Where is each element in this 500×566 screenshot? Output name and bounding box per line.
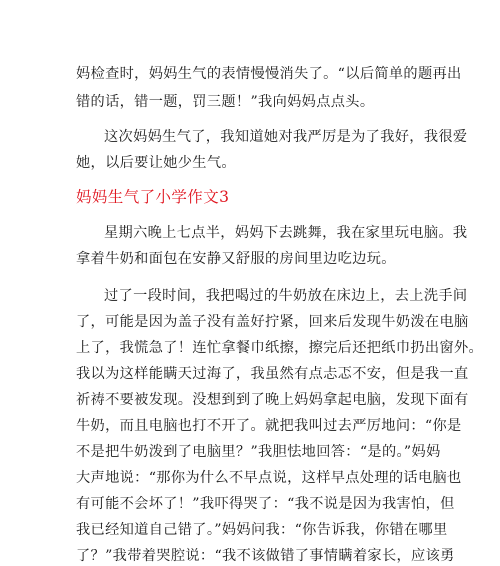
paragraph-c-line-1: 星期六晚上七点半，妈妈下去跳舞，我在家里玩电脑。我 xyxy=(104,225,468,241)
paragraph-d-line-2: 了，可能是因为盖子没有盖好拧紧，回来后发现牛奶泼在电脑 xyxy=(76,314,469,330)
paragraph-d-line-9: 有可能不会坏了！”我吓得哭了：“我不说是因为我害怕，但 xyxy=(76,496,455,512)
paragraph-d-line-3: 上了，我慌急了！连忙拿餐巾纸擦，擦完后还把纸巾扔出窗外。 xyxy=(76,340,484,356)
paragraph-d-line-5: 祈祷不要被发现。没想到到了晚上妈妈拿起电脑，发现下面有 xyxy=(76,392,469,408)
paragraph-d-line-11: 了？”我带着哭腔说：“我不该做错了事情瞒着家长，应该勇 xyxy=(76,548,455,564)
paragraph-d-line-1: 过了一段时间，我把喝过的牛奶放在床边上，去上洗手间 xyxy=(104,288,468,304)
paragraph-a-line-1: 妈检查时，妈妈生气的表情慢慢消失了。“以后简单的题再出 xyxy=(76,66,462,82)
paragraph-d-line-8: 大声地说：“那你为什么不早点说，这样早点处理的话电脑也 xyxy=(76,470,462,486)
section-heading: 妈妈生气了小学作文3 xyxy=(76,188,230,206)
paragraph-d-line-10: 我已经知道自己错了。”妈妈问我：“你告诉我，你错在哪里 xyxy=(76,522,448,538)
paragraph-d-line-7: 不是把牛奶泼到了电脑里？”我胆怯地回答：“是的。”妈妈 xyxy=(76,444,441,460)
paragraph-d-line-4: 我以为这样能瞒天过海了，我虽然有点忐忑不安，但是我一直 xyxy=(76,366,469,382)
paragraph-a-line-2: 错的话，错一题，罚三题！”我向妈妈点点头。 xyxy=(76,94,375,110)
paragraph-d-line-6: 牛奶，而且电脑也打不开了。就把我叫过去严厉地问：“你是 xyxy=(76,418,462,434)
paragraph-b-line-2: 她，以后要让她少生气。 xyxy=(76,155,236,171)
paragraph-c-line-2: 拿着牛奶和面包在安静又舒服的房间里边吃边玩。 xyxy=(76,251,396,267)
paragraph-b-line-1: 这次妈妈生气了，我知道她对我严厉是为了我好，我很爱 xyxy=(104,129,468,145)
